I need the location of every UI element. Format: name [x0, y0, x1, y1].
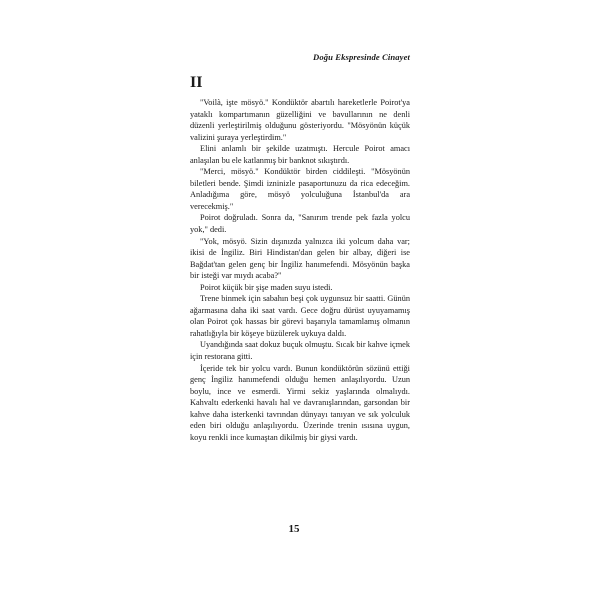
- paragraph: "Merci, mösyö." Kondüktör birden ciddileşti. "Mösyönün biletleri bende. Şimdi izninizle pasaportunuzu da rica edeceğim. Anladığıma göre, mösyö yolculuğuna İstanbul'da ara verecekmiş.": [190, 167, 410, 211]
- paragraph: "Voilà, işte mösyö." Kondüktör abartılı hareketlerle Poirot'ya yataklı kompartımanın güzelliğini ve bavullarının ne denli düzenli yerleştirilmiş olduğunu gösteriyordu. "Mösyönün küçük valizini şuraya yerleştirdim.": [190, 98, 410, 142]
- paragraph: Poirot küçük bir şişe maden suyu istedi.: [200, 282, 333, 292]
- paragraph: "Yok, mösyö. Sizin dışınızda yalnızca iki yolcum daha var; ikisi de İngiliz. Biri Hindistan'dan gelen bir albay, diğeri ise Bağdat'tan gelen genç bir İngiliz hanımefendi. Mösyönün başka bir isteği var mıydı acaba?": [190, 236, 410, 281]
- page-number-container: [0, 523, 600, 535]
- paragraph: Uyandığında saat dokuz buçuk olmuştu. Sıcak bir kahve içmek için restorana gitti.: [190, 340, 410, 362]
- running-header: Doğu Ekspresinde Cinayet: [313, 52, 410, 62]
- body-text: [190, 97, 410, 443]
- paragraph: İçeride tek bir yolcu vardı. Bunun kondüktörün sözünü ettiği genç İngiliz hanımefendi olduğu hemen anlaşılıyordu. Uzun boylu, ince ve esmerdi. Yirmi sekiz yaşlarında olmalıydı. Kahvaltı ederkenki havalı hal ve davranışlarından, garsondan bir kahve daha isterkenki tavrından dünyayı tanıyan ve sık yolculuk eden biri olduğu anlaşılıyordu. Üzerinde trenin ısısına uygun, koyu renkli ince kumaştan dikilmiş bir giysi vardı.: [190, 363, 410, 442]
- paragraph: Poirot doğruladı. Sonra da, "Sanırım trende pek fazla yolcu yok," dedi.: [190, 213, 410, 235]
- paragraph: Trene binmek için sabahın beşi çok uygunsuz bir saatti. Günün ağarmasına daha iki saat vardı. Gece doğru dürüst uyuyamamış olan Poirot çok hassas bir görevi başarıyla tamamlamış olmanın rahatlığıyla bir köşeye büzülerek uykuya daldı.: [190, 294, 410, 338]
- paragraph: Elini anlamlı bir şekilde uzatmıştı. Hercule Poirot amacı anlaşılan bu ele katlanmış bir banknot sıkıştırdı.: [190, 144, 410, 165]
- chapter-number: II: [190, 74, 203, 91]
- page-number: 15: [288, 523, 300, 535]
